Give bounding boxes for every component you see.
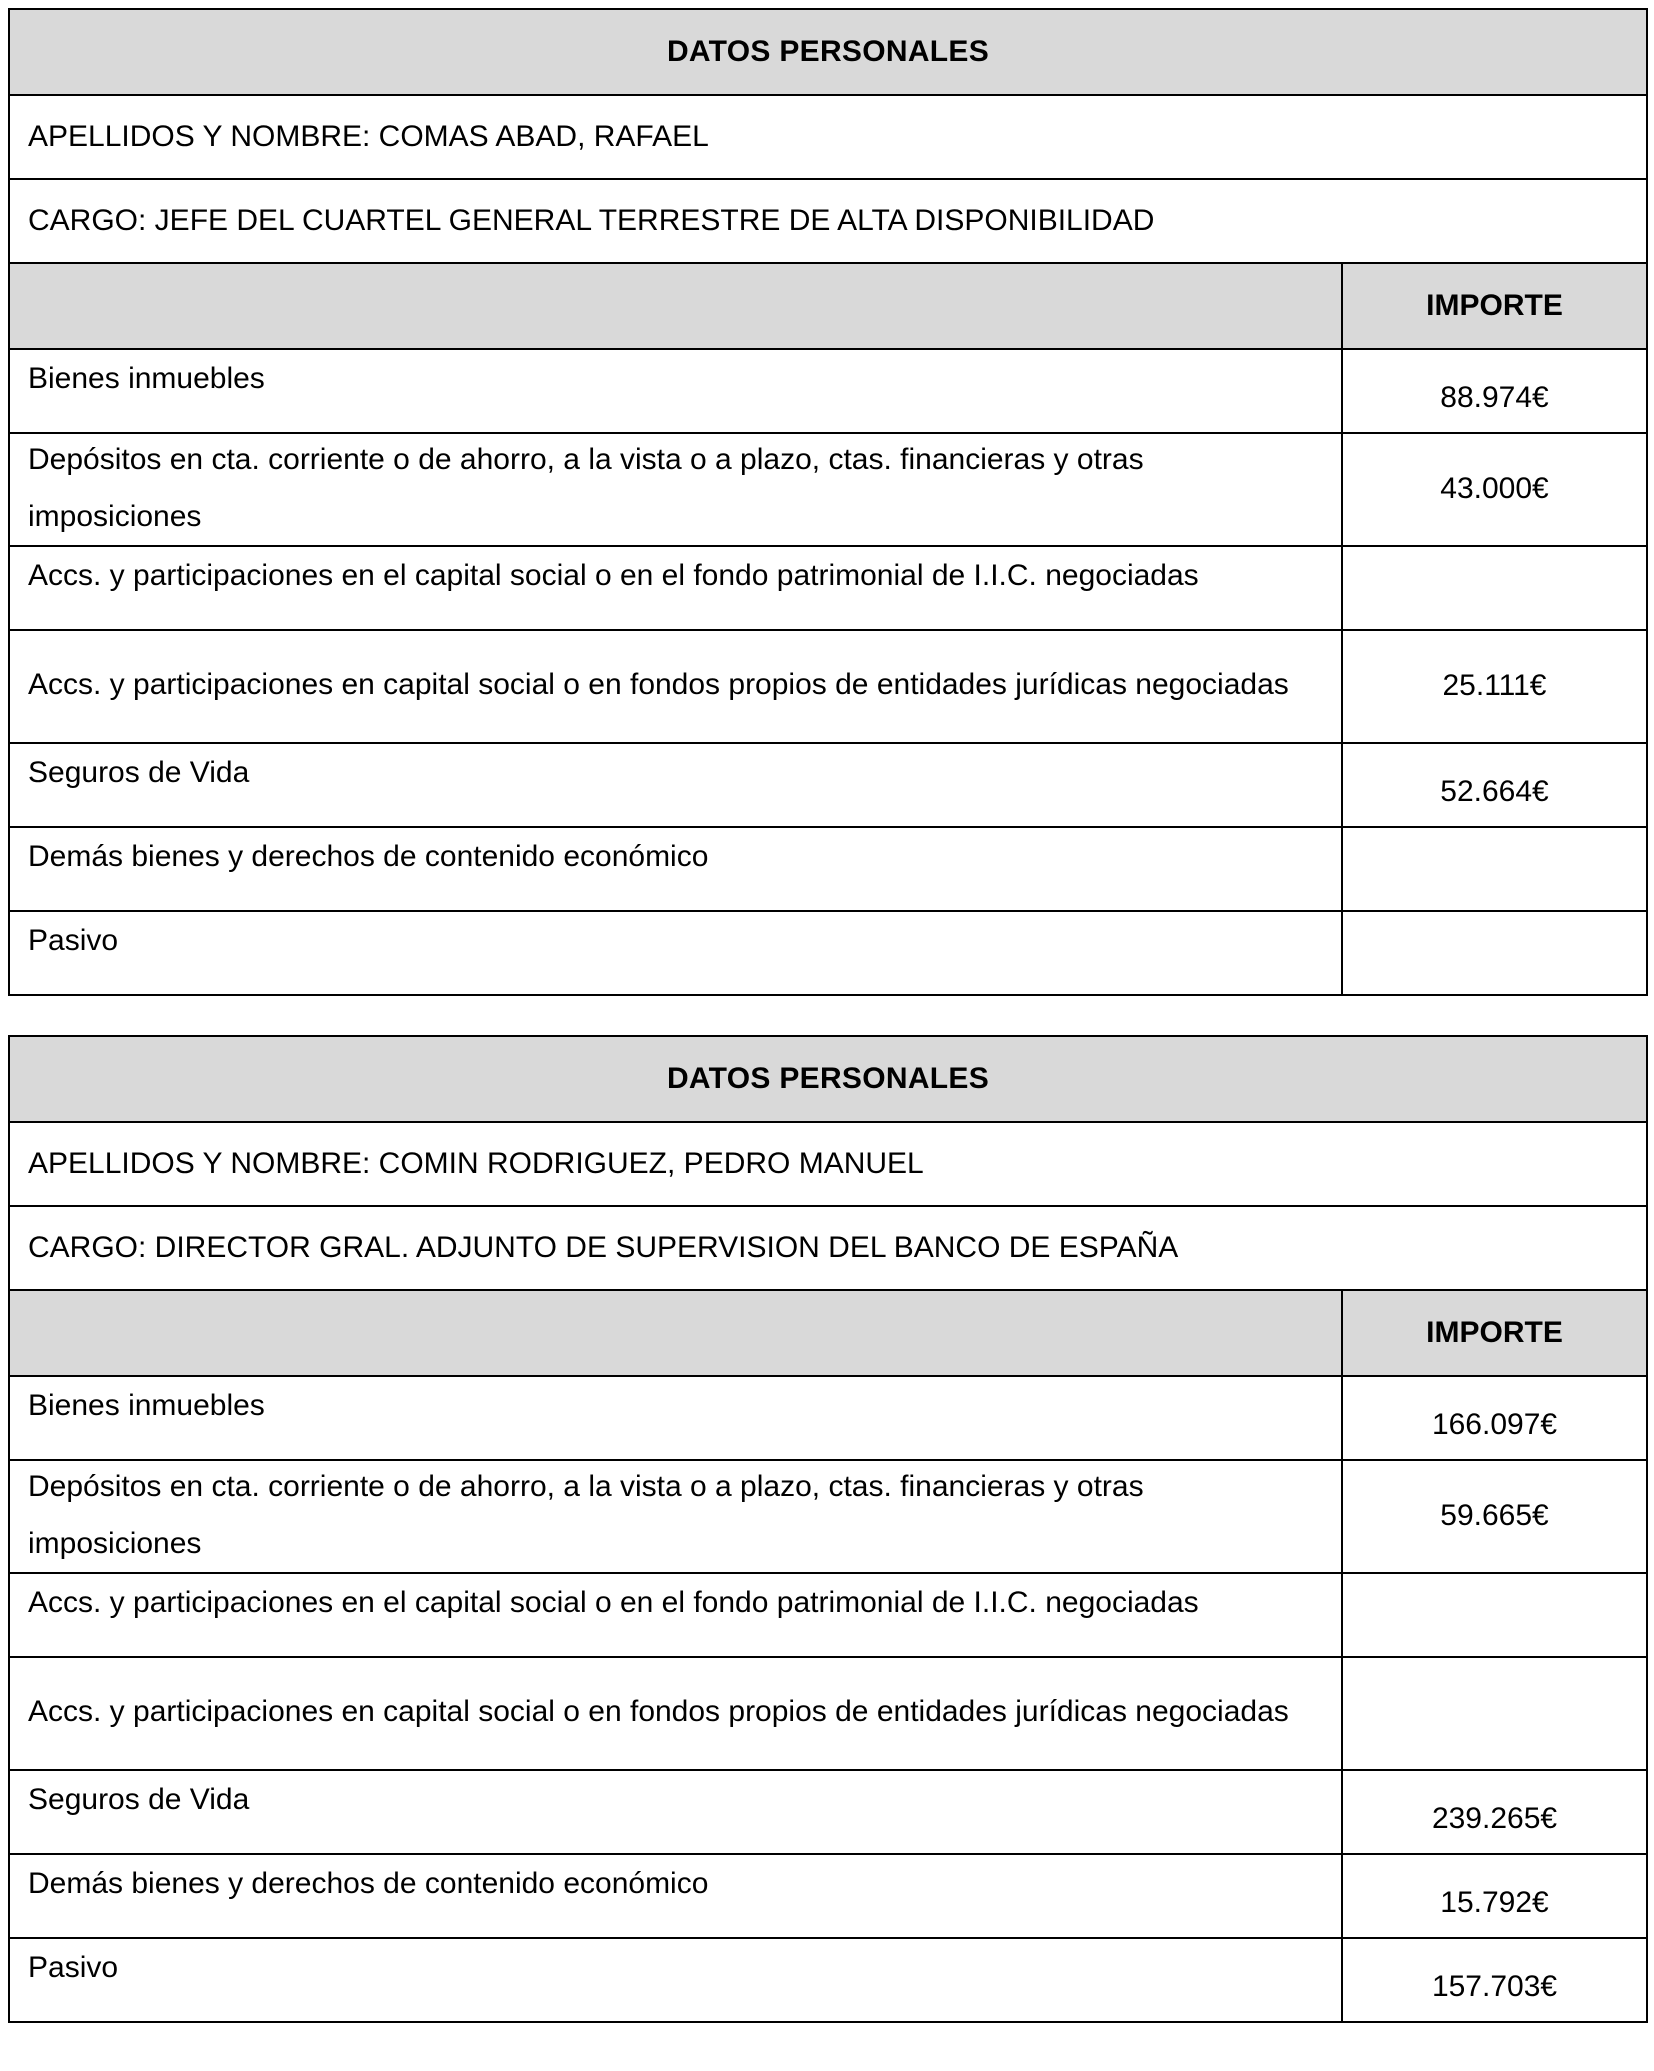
table-row (9, 1854, 1647, 1938)
importe-header-row (9, 1290, 1647, 1376)
row-label-text: Seguros de Vida (28, 756, 250, 789)
row-label (9, 349, 1342, 433)
row-value: 59.665€ (1342, 1460, 1647, 1573)
row-value (1342, 546, 1647, 630)
row-label-text: Depósitos en cta. corriente o de ahorro, a la vista o a plazo, ctas. financieras y otras imposiciones (28, 442, 1144, 533)
personal-data-table (8, 1035, 1648, 2023)
row-label-text: Demás bienes y derechos de contenido económico (28, 1867, 709, 1900)
blank-header-cell (9, 263, 1342, 349)
row-label-text: Accs. y participaciones en el capital social o en el fondo patrimonial de I.I.C. negociadas (28, 559, 1199, 592)
section-title: DATOS PERSONALES (9, 1036, 1647, 1122)
row-label (9, 1376, 1342, 1460)
row-label-text: Pasivo (28, 924, 119, 957)
name-row (9, 95, 1647, 179)
row-value: 88.974€ (1342, 349, 1647, 433)
row-value (1342, 1657, 1647, 1770)
importe-header: IMPORTE (1342, 263, 1647, 349)
row-value: 15.792€ (1342, 1854, 1647, 1938)
row-value: 239.265€ (1342, 1770, 1647, 1854)
row-label (9, 630, 1342, 743)
row-label (9, 1770, 1342, 1854)
row-value: 43.000€ (1342, 433, 1647, 546)
row-value (1342, 827, 1647, 911)
row-value: 166.097€ (1342, 1376, 1647, 1460)
row-label-text: Accs. y participaciones en el capital social o en el fondo patrimonial de I.I.C. negociadas (28, 1586, 1199, 1619)
row-label (9, 1938, 1342, 2022)
table-row (9, 1460, 1647, 1573)
personal-data-table (8, 8, 1648, 996)
row-value (1342, 1573, 1647, 1657)
table-row (9, 1657, 1647, 1770)
row-label (9, 911, 1342, 995)
row-label-text: Bienes inmuebles (28, 362, 265, 395)
table-row (9, 349, 1647, 433)
cargo-line: CARGO: DIRECTOR GRAL. ADJUNTO DE SUPERVISION DEL BANCO DE ESPAÑA (9, 1206, 1647, 1290)
table-header-row (9, 9, 1647, 95)
name-line: APELLIDOS Y NOMBRE: COMIN RODRIGUEZ, PEDRO MANUEL (9, 1122, 1647, 1206)
row-label-text: Pasivo (28, 1951, 119, 1984)
table-row (9, 911, 1647, 995)
cargo-line: CARGO: JEFE DEL CUARTEL GENERAL TERRESTRE DE ALTA DISPONIBILIDAD (9, 179, 1647, 263)
row-label (9, 1854, 1342, 1938)
cargo-row (9, 179, 1647, 263)
row-label (9, 546, 1342, 630)
name-line: APELLIDOS Y NOMBRE: COMAS ABAD, RAFAEL (9, 95, 1647, 179)
table-row (9, 1376, 1647, 1460)
table-row (9, 827, 1647, 911)
document (8, 8, 1646, 2023)
name-row (9, 1122, 1647, 1206)
row-value: 157.703€ (1342, 1938, 1647, 2022)
table-row (9, 1573, 1647, 1657)
table-row (9, 1938, 1647, 2022)
row-label (9, 1573, 1342, 1657)
blank-header-cell (9, 1290, 1342, 1376)
table-header-row (9, 1036, 1647, 1122)
row-value: 25.111€ (1342, 630, 1647, 743)
row-label (9, 433, 1342, 546)
row-label-text: Accs. y participaciones en capital social o en fondos propios de entidades jurídicas negociadas (28, 1695, 1289, 1728)
section-title: DATOS PERSONALES (9, 9, 1647, 95)
row-label-text: Demás bienes y derechos de contenido económico (28, 840, 709, 873)
table-row (9, 433, 1647, 546)
row-label-text: Bienes inmuebles (28, 1389, 265, 1422)
row-label (9, 1657, 1342, 1770)
row-label (9, 827, 1342, 911)
row-value (1342, 911, 1647, 995)
cargo-row (9, 1206, 1647, 1290)
row-value: 52.664€ (1342, 743, 1647, 827)
row-label (9, 1460, 1342, 1573)
importe-header-row (9, 263, 1647, 349)
table-row (9, 630, 1647, 743)
row-label-text: Seguros de Vida (28, 1783, 250, 1816)
table-row (9, 546, 1647, 630)
row-label-text: Accs. y participaciones en capital social o en fondos propios de entidades jurídicas negociadas (28, 668, 1289, 701)
row-label (9, 743, 1342, 827)
row-label-text: Depósitos en cta. corriente o de ahorro, a la vista o a plazo, ctas. financieras y otras imposiciones (28, 1469, 1144, 1560)
table-row (9, 1770, 1647, 1854)
importe-header: IMPORTE (1342, 1290, 1647, 1376)
table-row (9, 743, 1647, 827)
